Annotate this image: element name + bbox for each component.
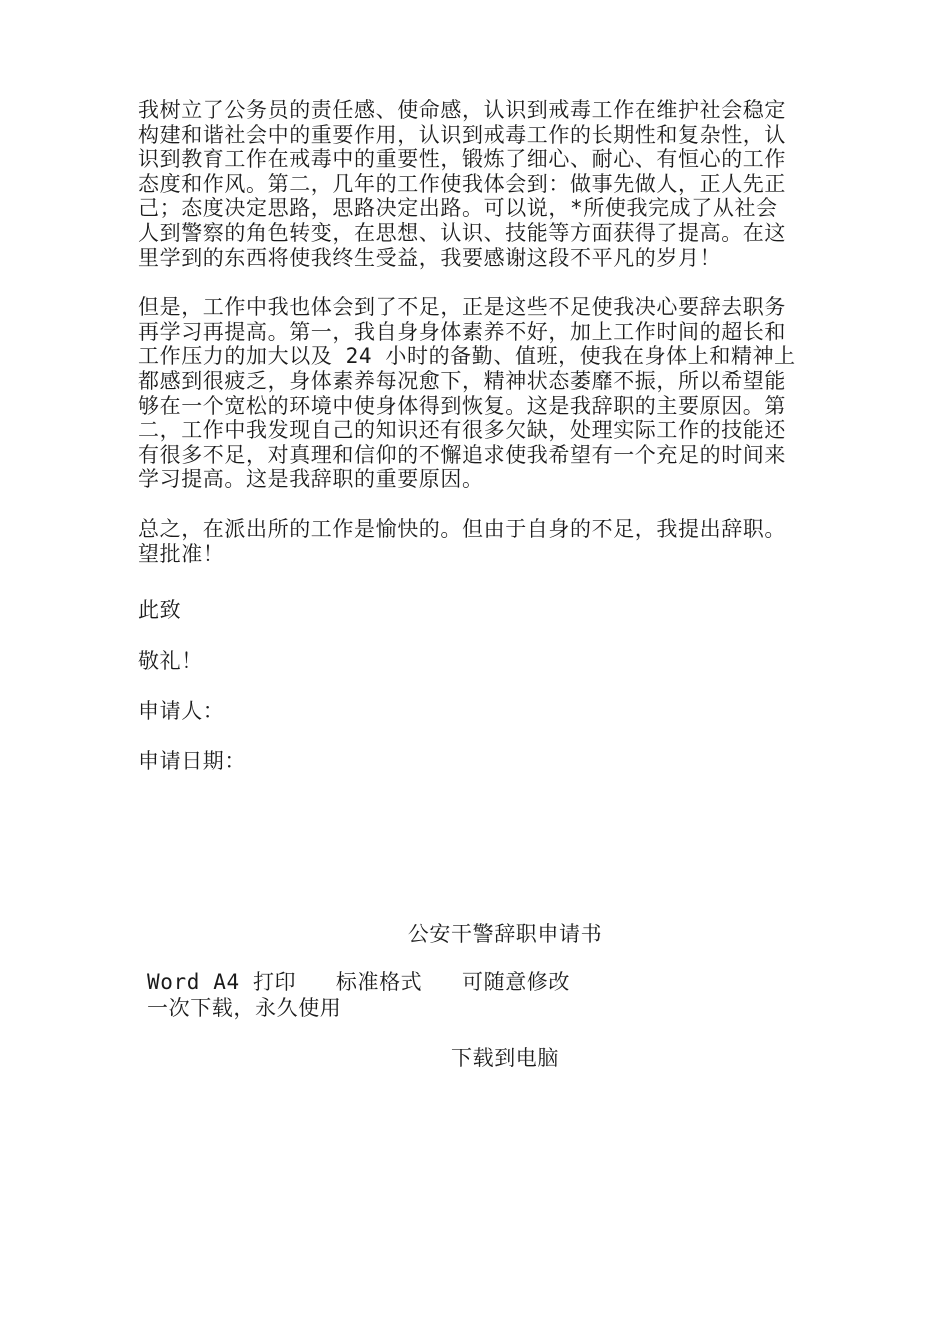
- applicant-label: 申请人：: [138, 699, 225, 723]
- promo-format-text: Word A4 打印 标准格式 可随意修改: [147, 970, 571, 994]
- date-label: 申请日期：: [138, 749, 246, 773]
- salute-text: 敬礼！: [138, 649, 203, 673]
- paragraph-shortcomings: 但是，工作中我也体会到了不足，正是这些不足使我决心要辞去职务 再学习再提高。第一，我自身身体素养不好，加上工作时间的超长和 工作压力的加大以及 24 小时的备勤、值班，使我在身体上和精神上 都感到很疲乏，身体素养每况愈下，精神状态萎靡不振，所以希望能 够在一个宽松的环境中使身体得到恢复。这是我辞职的主要原因。第 二，工作中我发现自己的知识还有很多欠缺，处理实际工作的技能还 有很多不足，对真理和信仰的不懈追求使我希望有一个充足的时间来 学习提高。这是我辞职的重要原因。: [138, 295, 796, 492]
- paragraph-achievements: 我树立了公务员的责任感、使命感，认识到戒毒工作在维护社会稳定 构建和谐社会中的重要作用，认识到戒毒工作的长期性和复杂性，认 识到教育工作在戒毒中的重要性，锻炼了细心、耐心、有恒心的工作 态度和作风。第二，几年的工作使我体会到：做事先做人，正人先正 己；态度决定思路，思路决定出路。可以说，*所使我完成了从社会 人到警察的角色转变，在思想、认识、技能等方面获得了提高。在这 里学到的东西将使我终生受益，我要感谢这段不平凡的岁月！: [138, 98, 786, 270]
- closing-text: 此致: [138, 598, 182, 622]
- letter-body: [138, 98, 818, 566]
- document-title: 公安干警辞职申请书: [407, 922, 603, 946]
- promo-usage-text: 一次下载，永久使用: [147, 996, 342, 1020]
- paragraph-conclusion: 总之，在派出所的工作是愉快的。但由于自身的不足，我提出辞职。 望批准！: [138, 516, 786, 566]
- download-button[interactable]: 下载到电脑: [451, 1046, 559, 1070]
